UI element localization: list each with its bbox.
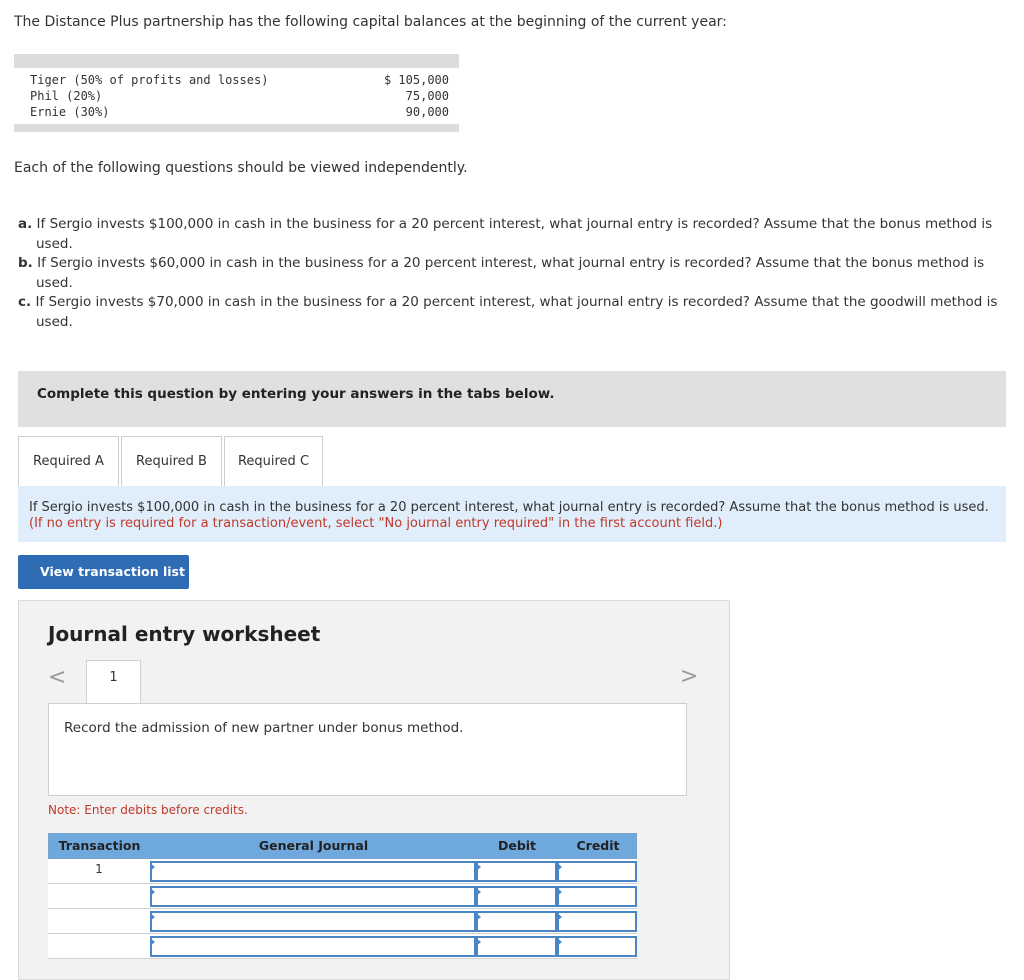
- question-letter: b.: [18, 255, 33, 271]
- capital-row: [14, 72, 459, 88]
- transaction-number: [48, 934, 150, 959]
- table-row: [48, 859, 637, 884]
- question-text: If Sergio invests $60,000 in cash in the business for a 20 percent interest, what journal entry is recorded? Assume that the bonus method is used.: [36, 255, 985, 291]
- credit-input[interactable]: [557, 886, 637, 907]
- table-row: [48, 884, 637, 909]
- debit-input[interactable]: [476, 861, 557, 882]
- table-row: [48, 934, 637, 959]
- worksheet-page-tab[interactable]: 1: [86, 660, 141, 704]
- account-input[interactable]: [150, 861, 476, 882]
- account-input[interactable]: [150, 936, 476, 957]
- transaction-number: [48, 909, 150, 934]
- header-credit: Credit: [576, 838, 620, 853]
- partner-amount: 75,000: [405, 89, 449, 103]
- table-row: [48, 909, 637, 934]
- question-text: If Sergio invests $70,000 in cash in the business for a 20 percent interest, what journal entry is recorded? Assume that the goodwill method is used.: [35, 294, 998, 330]
- grid-header: [48, 833, 637, 859]
- entry-description: Record the admission of new partner under bonus method.: [48, 703, 687, 796]
- question-text: If Sergio invests $100,000 in cash in the business for a 20 percent interest, what journal entry is recorded? Assume that the bonus method is used.: [36, 216, 993, 252]
- debit-input[interactable]: [476, 911, 557, 932]
- tab-required-c[interactable]: Required C: [224, 436, 323, 487]
- account-input[interactable]: [150, 911, 476, 932]
- credit-input[interactable]: [557, 936, 637, 957]
- debit-credit-note: Note: Enter debits before credits.: [48, 803, 248, 817]
- worksheet-title: Journal entry worksheet: [48, 622, 321, 646]
- question-list: [18, 215, 1020, 332]
- question-letter: a.: [18, 216, 33, 232]
- capital-row: [14, 104, 459, 120]
- prompt-text: If Sergio invests $100,000 in cash in the business for a 20 percent interest, what journal entry is recorded? Assume that the bonus method is used.: [29, 500, 989, 515]
- header-debit: Debit: [497, 838, 537, 853]
- journal-grid: [48, 833, 637, 959]
- question-item: [18, 215, 1020, 254]
- prompt-instruction: (If no entry is required for a transaction/event, select "No journal entry required" in the first account field.): [29, 516, 723, 531]
- view-transaction-list-button[interactable]: View transaction list: [18, 555, 189, 589]
- debit-input[interactable]: [476, 886, 557, 907]
- question-prompt: [18, 486, 1006, 542]
- header-transaction: Transaction: [58, 838, 141, 853]
- partner-amount: 90,000: [405, 105, 449, 119]
- partner-name: Phil (20%): [30, 89, 103, 103]
- question-letter: c.: [18, 294, 32, 310]
- credit-input[interactable]: [557, 911, 637, 932]
- account-input[interactable]: [150, 886, 476, 907]
- chevron-right-icon[interactable]: >: [680, 664, 699, 689]
- credit-input[interactable]: [557, 861, 637, 882]
- partner-name: Tiger (50% of profits and losses): [30, 73, 269, 87]
- debit-input[interactable]: [476, 936, 557, 957]
- question-item: [18, 254, 1020, 293]
- partner-name: Ernie (30%): [30, 105, 110, 119]
- tab-required-b[interactable]: Required B: [121, 436, 222, 487]
- tab-required-a[interactable]: Required A: [18, 436, 119, 487]
- capital-balances-table: [14, 54, 459, 132]
- transaction-number: 1: [95, 862, 103, 876]
- transaction-number: [48, 884, 150, 909]
- partner-amount: $ 105,000: [383, 73, 449, 87]
- header-general-journal: General Journal: [258, 838, 369, 853]
- independence-note: Each of the following questions should be viewed independently.: [14, 160, 468, 176]
- intro-text: The Distance Plus partnership has the following capital balances at the beginning of the current year:: [14, 14, 727, 30]
- capital-row: [14, 88, 459, 104]
- chevron-left-icon[interactable]: <: [48, 665, 67, 690]
- instruction-banner: Complete this question by entering your answers in the tabs below.: [18, 371, 1006, 427]
- question-item: [18, 293, 1020, 332]
